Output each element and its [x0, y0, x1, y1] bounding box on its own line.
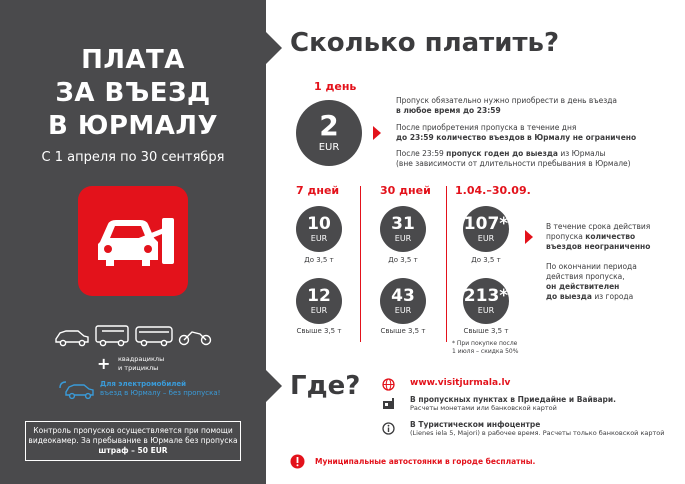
heavy-caption-2: Свыше 3,5 т [380, 327, 426, 335]
price-value: 213* [463, 286, 509, 306]
price-currency: EUR [310, 306, 328, 315]
season-footnote: * При покупке после 1 июля – скидка 50% [452, 340, 519, 355]
light-caption-3: До 3,5 т [471, 256, 501, 264]
control-line-2: видеокамер. За пребывание в Юрмале без пропуска [28, 436, 238, 445]
plus-icon: + [97, 354, 111, 373]
rule-2-bold: до 23:59 количество въездов [396, 133, 525, 142]
heavy-caption-1: Свыше 3,5 т [296, 327, 342, 335]
one-day-rule-3 [396, 149, 681, 169]
panel-arrow-bottom [266, 370, 282, 402]
period-label-30-days: 30 дней [380, 184, 431, 197]
price-value: 107* [463, 214, 509, 234]
season-rule-2-text-2: действия пропуска, [546, 272, 625, 281]
how-much-heading: Сколько платить? [290, 28, 560, 58]
control-notice-box [25, 421, 241, 461]
main-title-line-1: ПЛАТА [81, 45, 185, 75]
light-caption-1: До 3,5 т [304, 256, 334, 264]
one-day-rule-1 [396, 96, 681, 116]
electric-car-note [100, 380, 220, 398]
season-rule-2-text: По окончании периода [546, 262, 637, 271]
price-30-days-heavy [380, 278, 426, 324]
heavy-caption-3: Свыше 3,5 т [463, 327, 509, 335]
tourist-center-sub: (Lienes iela 5, Majori) в рабочее время. Расчеты только банковской картой [410, 429, 665, 437]
price-value: 12 [307, 286, 331, 306]
rule-2-bold-2: в Юрмалу не ограничено [527, 133, 637, 142]
checkpoints-title: В пропускных пунктах в Приедайне и Вайвари. [410, 395, 617, 404]
tourist-center-info [410, 420, 665, 437]
light-caption-2: До 3,5 т [388, 256, 418, 264]
one-day-price-circle [296, 100, 362, 166]
price-30-days-light [380, 206, 426, 252]
season-rule-2-text-3: из города [594, 292, 634, 301]
price-season-heavy [463, 278, 509, 324]
rule-1-bold: в любое время до 23:59 [396, 106, 501, 115]
car-barrier-icon [78, 186, 188, 296]
price-value: 43 [391, 286, 415, 306]
price-currency: EUR [477, 234, 495, 243]
info-icon [382, 420, 395, 439]
where-heading: Где? [290, 371, 361, 401]
season-rule-1-bold-2: въездов неограниченно [546, 242, 651, 251]
rule-2-text: После приобретения пропуска в течение дня [396, 123, 577, 132]
season-rule-2 [546, 262, 676, 302]
globe-icon [382, 376, 395, 395]
website-link[interactable]: www.visitjurmala.lv [410, 378, 511, 388]
one-day-rule-2 [396, 123, 681, 143]
one-day-price: 2 [319, 109, 339, 142]
column-divider-1 [360, 186, 361, 342]
period-label-season: 1.04.–30.09. [455, 184, 531, 197]
price-value: 10 [307, 214, 331, 234]
season-rule-1-text: В течение срока действия [546, 222, 651, 231]
price-value: 31 [391, 214, 415, 234]
control-line-1: Контроль пропусков осуществляется при помощи [33, 426, 233, 435]
free-parking-note: Муниципальные автостоянки в городе бесплатны. [315, 457, 536, 466]
pointer-triangle [373, 126, 381, 140]
quadricycles-note: квадрациклы и трициклы [118, 355, 165, 372]
price-currency: EUR [310, 234, 328, 243]
season-rule-1-bold: количество [585, 232, 636, 241]
fine-amount: штраф – 50 EUR [98, 446, 168, 455]
one-day-label: 1 день [314, 80, 357, 93]
season-rule-2-bold: он действителен [546, 282, 620, 291]
price-7-days-heavy [296, 278, 342, 324]
date-range-subtitle: С 1 апреля по 30 сентября [41, 150, 225, 165]
price-7-days-light [296, 206, 342, 252]
rule-3-text-2: из Юрмалы [560, 149, 606, 158]
season-pointer-triangle [525, 230, 533, 244]
left-panel [0, 0, 266, 484]
season-rule-1-text-2: пропуска [546, 232, 583, 241]
main-title-line-3: В ЮРМАЛУ [47, 111, 219, 141]
checkpoints-info [410, 395, 616, 412]
season-rule-1 [546, 222, 676, 252]
rule-3-text: После 23:59 [396, 149, 444, 158]
price-season-light [463, 206, 509, 252]
price-currency: EUR [477, 306, 495, 315]
vehicle-icons-row [54, 322, 214, 352]
one-day-currency: EUR [318, 142, 340, 153]
tourist-center-title: В Туристическом инфоцентре [410, 420, 541, 429]
rule-1-text: Пропуск обязательно нужно приобрести в день въезда [396, 96, 618, 105]
season-rule-2-bold-2: до выезда [546, 292, 592, 301]
panel-arrow-top [266, 32, 282, 64]
electric-car-icon [58, 378, 96, 404]
exclamation-icon [290, 454, 305, 473]
period-label-7-days: 7 дней [296, 184, 340, 197]
price-currency: EUR [394, 234, 412, 243]
rule-3-bold: пропуск годен до выезда [446, 149, 558, 158]
main-title-line-2: ЗА ВЪЕЗД [55, 78, 211, 108]
column-divider-2 [446, 186, 447, 342]
rule-3-note: (вне зависимости от длительности пребывания в Юрмале) [396, 159, 631, 168]
parking-booth-icon [382, 395, 396, 414]
price-currency: EUR [394, 306, 412, 315]
checkpoints-sub: Расчеты монетами или банковской картой [410, 404, 557, 412]
ev-text: въезд в Юрмалу – без пропуска! [100, 389, 221, 397]
ev-title: Для электромобилей [100, 380, 187, 388]
